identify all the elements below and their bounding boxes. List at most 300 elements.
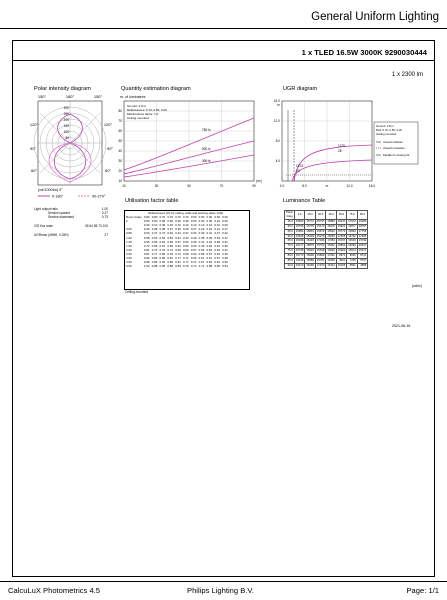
utilisation-cell: 0.92: [143, 256, 150, 261]
reflectance-cell: 0.50: [167, 219, 173, 224]
polar-title: Polar intensity diagram: [34, 86, 91, 92]
light-output-block: [34, 207, 108, 237]
room-index-cell: 2.00: [126, 247, 132, 252]
luminance-cell: 17758: [358, 229, 367, 233]
utilisation-cell: 0.27: [190, 227, 197, 232]
luminance-cell: 16347: [358, 244, 367, 248]
luminance-cell: 16099: [348, 244, 356, 248]
luminance-cell: 90.0: [285, 263, 295, 268]
luminance-cell: 15628: [295, 234, 304, 238]
luminance-cell: 15921: [337, 224, 346, 228]
ugr-y-label: m: [277, 103, 280, 107]
room-index-cell: 1.00: [126, 235, 132, 240]
polar-radial-label: 100: [63, 130, 69, 134]
quantity-x-tick: 90: [252, 184, 256, 188]
ugr-curve-endwise: [294, 145, 372, 181]
utilisation-cell: 0.81: [175, 260, 181, 265]
polar-side-label: 120°: [30, 122, 39, 127]
utilisation-cell: 0.57: [206, 251, 213, 256]
reflectance-cell: 0.20: [167, 223, 173, 228]
utilisation-cell: 0.63: [183, 247, 189, 252]
utilisation-cell: 0.47: [159, 231, 166, 236]
utilisation-cell: 0.62: [214, 260, 220, 265]
svg-text:Refl: 0.70, 0.50, 0.20: Refl: 0.70, 0.50, 0.20: [376, 128, 402, 132]
utilisation-cell: 0.62: [159, 239, 166, 244]
luminance-cell: 15157: [337, 239, 346, 243]
reflectance-cell: 0.10: [151, 223, 158, 228]
luminance-cell: 17970: [316, 263, 325, 267]
utilisation-cell: 0.51: [175, 235, 181, 240]
utilisation-cell: 0.44: [175, 231, 181, 236]
ugr-x-tick: 8.0: [302, 184, 307, 188]
reflectance-cell: 0.00: [222, 215, 228, 220]
utilisation-cell: 0.79: [183, 264, 189, 269]
polar-radial-label: 200: [63, 118, 69, 122]
reflectance-cell: 0.80: [143, 215, 150, 220]
utilisation-cell: 0.68: [183, 251, 189, 256]
utilisation-cell: 0.21: [214, 227, 220, 232]
reflectance-cell: 0.50: [190, 219, 197, 224]
reflectance-cell: 0.10: [183, 223, 189, 228]
polar-top-label: 150°: [93, 94, 103, 99]
utilisation-cell: 0.82: [159, 251, 166, 256]
luminance-cell: 9961: [336, 259, 346, 264]
utilisation-cell: 0.57: [214, 256, 220, 261]
utilisation-cell: 0.54: [159, 235, 166, 240]
luminance-cell: 15773: [295, 254, 304, 258]
utilisation-cell: 0.36: [206, 235, 213, 240]
room-index-cell: 1.25: [126, 239, 132, 244]
utilisation-cell: 0.71: [198, 264, 205, 269]
utilisation-title: Utilisation factor table: [125, 198, 179, 204]
utilisation-cell: 0.38: [151, 227, 158, 232]
room-index-label: Room Index: [126, 215, 142, 220]
luminance-cell: 80.0: [285, 254, 295, 259]
luminance-cell: 19489: [358, 219, 367, 223]
polar-side-label: 120°: [103, 122, 113, 127]
polar-diagram: [30, 92, 118, 200]
utilisation-cell: 0.36: [175, 227, 181, 232]
svg-text:viewed endwise: viewed endwise: [383, 140, 403, 144]
utilisation-cell: 0.98: [143, 260, 150, 265]
quantity-y-tick: 80: [118, 109, 122, 113]
utilisation-cell: 0.35: [198, 235, 205, 240]
luminance-header-cell: 45.0: [326, 211, 336, 220]
utilisation-cell: 0.65: [167, 243, 173, 248]
luminance-header-cell: 75.0: [347, 211, 357, 220]
utilisation-cell: 0.29: [198, 231, 205, 236]
utilisation-table-frame: [124, 210, 250, 290]
utilisation-cell: 0.50: [190, 243, 197, 248]
luminance-cell: 15476: [327, 224, 335, 228]
reflectance-cell: 0.10: [214, 223, 220, 228]
utilisation-cell: 0.38: [214, 239, 220, 244]
luminance-cell: 15050: [327, 234, 335, 238]
polar-legend-label: 0-180°: [52, 194, 64, 199]
utilisation-cell: 0.60: [151, 239, 158, 244]
utilisation-cell: 0.92: [159, 260, 166, 265]
luminance-cell: 8741: [357, 254, 367, 259]
luminance-cell: 45.0: [285, 219, 295, 224]
utilisation-cell: 0.65: [206, 260, 213, 265]
room-index-cell: 1.50: [126, 243, 132, 248]
room-index-cell: 5.00: [126, 264, 132, 269]
quantity-y-tick: 10: [118, 179, 122, 183]
room-index-cell: 4.00: [126, 260, 132, 265]
curve-label: 300 lx: [202, 159, 211, 163]
luminance-cell: 8971: [336, 254, 346, 259]
utilisation-cell: 0.66: [190, 256, 197, 261]
quantity-x-tick: 70: [219, 184, 224, 188]
luminance-header-cell: 15.0: [305, 211, 315, 220]
quantity-diagram: [114, 92, 264, 192]
ugr-y-tick: 16.0: [273, 99, 280, 103]
light-output-row: Light output ratio 1.00: [34, 207, 108, 211]
luminance-cell: 8005: [347, 254, 357, 259]
luminance-unit: (cd/m²): [412, 284, 423, 288]
polar-radial-label: 300: [63, 106, 69, 110]
utilisation-cell: 0.57: [190, 247, 197, 252]
polar-side-label: 60°: [104, 168, 112, 173]
luminance-cell: 65.0: [285, 239, 295, 244]
polar-top-label: 150°: [37, 94, 47, 99]
utilisation-cell: 0.33: [214, 235, 220, 240]
luminance-cell: 16877: [348, 224, 356, 228]
luminance-cell: 15679: [316, 229, 325, 233]
utilisation-cell: 0.27: [222, 235, 228, 240]
reflectance-cell: 0.30: [206, 219, 213, 224]
luminance-cell: 15994: [306, 249, 314, 253]
utilisation-cell: 0.85: [151, 260, 158, 265]
footer-company: Philips Lighting B.V.: [187, 586, 254, 595]
reflectance-cell: 0.10: [214, 219, 220, 224]
ugr-y-tick: 8.0: [275, 139, 280, 143]
polar-radial-label: 50: [65, 136, 69, 140]
luminance-table-wrap: [284, 210, 368, 269]
reflectance-cell: 0.70: [183, 215, 189, 220]
luminance-cell: 15177: [295, 244, 304, 248]
ugr-max: UGRmax (4H8H, 0.25H) 27: [34, 233, 108, 237]
reflectance-cell: 0.80: [151, 215, 158, 220]
luminance-cell: 15309: [327, 259, 335, 263]
ugr-diagram: [268, 92, 426, 192]
utilisation-cell: 0.77: [151, 251, 158, 256]
reflectance-cell: 0.00: [222, 223, 228, 228]
utilisation-cell: 0.37: [183, 231, 189, 236]
reflectance-cell: 0.10: [175, 223, 181, 228]
luminance-cell: 15540: [327, 229, 335, 233]
utilisation-cell: 0.35: [222, 243, 228, 248]
utilisation-cell: 0.67: [159, 243, 166, 248]
reflectance-cell: 0.50: [159, 219, 166, 224]
reflectance-cell: 0.50: [151, 219, 158, 224]
utilisation-cell: 0.71: [183, 256, 189, 261]
luminance-cell: 15784: [316, 259, 325, 263]
quantity-x-tick: 10: [122, 184, 126, 188]
ugr-value: 23: [296, 169, 300, 173]
utilisation-cell: 0.61: [206, 256, 213, 261]
room-index-cell: 3.00: [126, 256, 132, 261]
utilisation-cell: 0.47: [151, 231, 158, 236]
svg-text:viewed crosswise: viewed crosswise: [383, 146, 405, 150]
reflectance-cell: 0.70: [159, 215, 166, 220]
ugr-info: [376, 124, 402, 136]
utilisation-cell: 0.71: [190, 260, 197, 265]
utilisation-cell: 0.88: [167, 264, 173, 269]
polar-radial-label: 250: [63, 112, 69, 116]
utilisation-cell: 0.46: [190, 239, 197, 244]
luminance-cell: 15876: [306, 244, 314, 248]
utilisation-cell: 0.38: [159, 227, 166, 232]
luminance-header-cell: 60.0: [336, 211, 346, 220]
utilisation-cell: 0.59: [167, 239, 173, 244]
luminance-cell: 15914: [348, 249, 356, 253]
utilisation-cell: 0.81: [167, 256, 173, 261]
utilisation-cell: 0.58: [143, 235, 150, 240]
room-index-cell: 0.60: [126, 227, 132, 232]
luminance-cell: 18787: [358, 224, 367, 228]
report-date: 2021-06-16: [392, 324, 411, 328]
luminance-cell: 7205: [347, 259, 357, 264]
utilisation-cell: 0.87: [143, 251, 150, 256]
ugr-value: 1125: [338, 144, 345, 148]
luminance-cell: 15823: [295, 219, 304, 223]
luminance-cell: 70.0: [285, 244, 295, 249]
utilisation-cell: 0.68: [206, 264, 213, 269]
quantity-x-unit: (m²): [256, 179, 262, 183]
utilisation-cell: 0.42: [214, 243, 220, 248]
room-index-sub: k: [126, 219, 128, 224]
reflectance-cell: 0.30: [143, 223, 150, 228]
ugr-value: 28: [338, 149, 342, 153]
luminance-cell: 5797: [357, 259, 367, 264]
utilisation-cell: 0.31: [222, 239, 228, 244]
luminance-cell: 15173: [316, 224, 325, 228]
utilisation-cell: 0.17: [222, 227, 228, 232]
utilisation-cell: 0.86: [159, 256, 166, 261]
utilisation-cell: 0.53: [151, 235, 158, 240]
ugr-x-tick: 4.0: [279, 184, 285, 188]
luminance-cell: 15989: [306, 259, 314, 263]
luminance-cell: 15245: [306, 239, 314, 243]
utilisation-cell: 0.88: [151, 264, 158, 269]
luminance-cell: 15646: [348, 239, 356, 243]
luminance-cell: 50.0: [285, 224, 295, 229]
luminance-cell: 15864: [337, 244, 346, 248]
reflectance-cell: 0.70: [175, 215, 181, 220]
utilisation-cell: 0.22: [206, 227, 213, 232]
title-rule: [12, 60, 435, 61]
utilisation-cell: 0.86: [167, 260, 173, 265]
luminance-cell: 16447: [337, 219, 346, 223]
utilisation-cell: 0.52: [206, 247, 213, 252]
luminance-header-cell: 90.0: [357, 211, 367, 220]
utilisation-cell: 0.46: [167, 231, 173, 236]
utilisation-cell: 0.41: [198, 239, 205, 244]
luminance-cell: 17061: [327, 254, 335, 258]
light-output-row: Service upward 0.27: [48, 211, 108, 215]
luminaire-title: 1 x TLED 16.5W 3000K 9290030444: [301, 48, 427, 57]
luminance-title: Luminance Table: [283, 198, 326, 204]
luminance-cell: 15737: [316, 219, 325, 223]
quantity-y-tick: 60: [118, 129, 122, 133]
ugr-y-tick: 12.0: [273, 119, 280, 123]
utilisation-cell: 0.65: [143, 239, 150, 244]
header-rule: [0, 28, 447, 29]
ugr-value: 1123: [296, 164, 303, 168]
luminance-header-cell: 30.0: [315, 211, 325, 220]
luminance-cell: 17455: [337, 234, 346, 238]
ugr-x-unit: m: [325, 184, 329, 188]
page-title: General Uniform Lighting: [311, 11, 439, 23]
reflectance-cell: 0.10: [206, 223, 213, 228]
reflectance-cell: 0.50: [198, 215, 205, 220]
utilisation-cell: 0.49: [214, 247, 220, 252]
luminance-cell: 15299: [306, 263, 314, 267]
utilisation-cell: 0.74: [190, 264, 197, 269]
reflectance-cell: 0.30: [183, 219, 189, 224]
svg-text:hmount: 2.8 m: hmount: 2.8 m: [127, 104, 147, 108]
footer-software: CalcuLuX Photometrics 4.5: [8, 586, 101, 595]
utilisation-cell: 0.72: [143, 243, 150, 248]
quantity-x-tick: 50: [187, 184, 191, 188]
quantity-y-tick: 50: [118, 139, 122, 143]
luminance-cell: 15424: [327, 263, 335, 267]
ugr-x-tick: 12.0: [346, 184, 353, 188]
quantity-title: Quantity estimation diagram: [121, 86, 191, 92]
luminance-cell: 15774: [337, 229, 346, 233]
utilisation-cell: 0.27: [214, 231, 220, 236]
reflectance-cell: 0.30: [159, 223, 166, 228]
luminance-cell: 15994: [337, 249, 346, 253]
utilisation-cell: 0.48: [222, 256, 228, 261]
luminance-cell: 8561: [347, 263, 357, 268]
luminance-cell: 60.0: [285, 234, 295, 239]
luminance-cell: 15954: [295, 229, 304, 233]
luminance-cell: 15801: [306, 229, 314, 233]
utilisation-cell: 0.67: [198, 260, 205, 265]
luminance-cell: 15262: [327, 244, 335, 248]
utilisation-cell: 0.53: [167, 235, 173, 240]
room-index-cell: 2.50: [126, 251, 132, 256]
polar-side-label: 60°: [30, 168, 38, 173]
svg-text:Maintenance factor: 1.0: Maintenance factor: 1.0: [127, 112, 159, 116]
utilisation-cell: 0.73: [151, 247, 158, 252]
luminance-cell: 15990: [306, 254, 314, 258]
utilisation-cell: 0.62: [190, 251, 197, 256]
luminance-cell: 15765: [295, 224, 304, 228]
utilisation-footer: Ceiling mounted: [125, 290, 149, 294]
reflectance-cell: 0.50: [143, 219, 150, 224]
svg-text:hmount: 2.8 m: hmount: 2.8 m: [376, 124, 394, 128]
utilisation-cell: 0.74: [175, 251, 181, 256]
ugr-y-tick: 4.0: [275, 159, 280, 163]
luminance-cell: 17036: [316, 239, 325, 243]
utilisation-cell: 0.73: [167, 247, 173, 252]
polar-side-label: 90°: [30, 146, 37, 151]
ugr-curve-crosswise: [292, 160, 372, 181]
utilisation-cell: 0.58: [198, 251, 205, 256]
utilisation-cell: 0.40: [143, 227, 150, 232]
reflectance-cell: 0.70: [167, 215, 173, 220]
quantity-y-tick: 70: [118, 119, 122, 123]
reflectance-cell: 0.30: [206, 215, 213, 220]
luminance-cell: 15752: [316, 244, 325, 248]
utilisation-cell: 0.81: [143, 247, 150, 252]
utilisation-cell: 0.62: [175, 243, 181, 248]
luminance-cell: 15772: [306, 219, 314, 223]
utilisation-cell: 1.02: [143, 264, 150, 269]
svg-text:Parallel to viewing dir.: Parallel to viewing dir.: [383, 153, 411, 157]
light-output-row: Service downward 0.73: [48, 215, 108, 219]
ugr-x-tick: 16.0: [368, 184, 376, 188]
quantity-info: [127, 104, 167, 120]
utilisation-cell: 0.52: [198, 247, 205, 252]
svg-text:Ceiling mounted: Ceiling mounted: [376, 132, 397, 136]
luminance-cell: 15474: [358, 249, 367, 253]
utilisation-cell: 0.57: [175, 239, 181, 244]
luminance-cell: 15738: [295, 249, 304, 253]
luminance-cell: 15792: [348, 234, 356, 238]
polar-radial-label: 150: [63, 124, 69, 128]
luminance-cell: 15470: [295, 263, 304, 267]
utilisation-cell: 0.40: [190, 235, 197, 240]
reflectance-cell: 0.00: [222, 219, 228, 224]
reflectance-cell: 0.30: [198, 219, 205, 224]
utilisation-cell: 0.65: [151, 243, 158, 248]
luminance-cell: 4858: [357, 263, 367, 268]
luminance-cell: 15799: [358, 239, 367, 243]
reflectance-cell: 0.10: [198, 223, 205, 228]
utilisation-cell: 0.83: [175, 264, 181, 269]
luminance-cell: 15265: [337, 263, 346, 267]
utilisation-cell: 0.31: [206, 231, 213, 236]
utilisation-cell: 0.52: [222, 260, 228, 265]
ugr-legend: [376, 140, 410, 157]
luminance-cell: 15869: [316, 254, 325, 258]
utilisation-cell: 0.69: [175, 247, 181, 252]
luminance-cell: 15499: [306, 234, 314, 238]
footer-rule: [0, 581, 447, 582]
luminance-cell: 15883: [327, 219, 335, 223]
utilisation-cell: 0.77: [175, 256, 181, 261]
luminance-cell: 17084: [327, 239, 335, 243]
footer-page: Page: 1/1: [406, 586, 439, 595]
utilisation-header: Reflectances (%) for ceiling, walls and working plane (CIE): [148, 211, 224, 215]
utilisation-cell: 0.29: [183, 227, 189, 232]
utilisation-cell: 0.50: [183, 239, 189, 244]
luminance-cell: 75.0: [285, 249, 295, 254]
utilisation-cell: 0.78: [167, 251, 173, 256]
luminance-cell: 15279: [316, 234, 325, 238]
utilisation-cell: 0.42: [206, 239, 213, 244]
reflectance-cell: 0.10: [190, 223, 197, 228]
utilisation-cell: 0.41: [222, 247, 228, 252]
room-index-cell: 0.80: [126, 231, 132, 236]
quantity-y-label: nr. of luminaires: [120, 95, 146, 99]
polar-top-label: 180°: [65, 94, 75, 99]
luminance-cell: 17972: [348, 219, 356, 223]
luminaire-flux: 1 x 2300 lm: [391, 72, 423, 78]
utilisation-cell: 0.76: [159, 247, 166, 252]
reflectance-cell: 0.30: [214, 215, 220, 220]
utilisation-cell: 0.43: [183, 235, 189, 240]
curve-label: 500 lx: [202, 147, 211, 151]
utilisation-table: [125, 211, 229, 268]
svg-text:Ceiling mounted: Ceiling mounted: [127, 116, 149, 120]
luminance-cell: 55.0: [285, 229, 295, 234]
polar-side-label: 90°: [106, 146, 114, 151]
